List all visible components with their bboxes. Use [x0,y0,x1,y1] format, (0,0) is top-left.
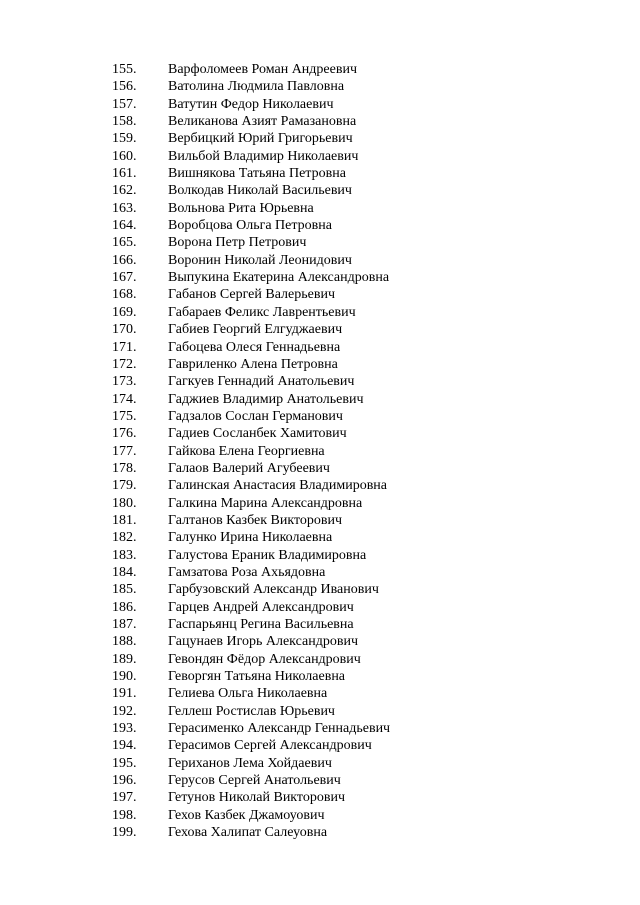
list-item-name: Гагкуев Геннадий Анатольевич [168,374,355,390]
list-item [112,772,390,789]
list-item [112,217,390,234]
list-item-name: Вишнякова Татьяна Петровна [168,166,346,182]
list-item-number: 198. [112,807,137,823]
list-item-number: 169. [112,304,137,320]
list-item-number: 187. [112,617,137,632]
list-item-number: 199. [112,825,137,841]
list-item-number: 185. [112,582,137,598]
list-item [112,651,390,668]
list-item-name: Волкодав Николай Васильевич [168,183,352,199]
list-item-number: 177. [112,443,137,459]
list-item-name: Выпукина Екатерина Александровна [168,270,390,286]
list-item-name: Гехов Казбек Джамоуович [168,807,325,823]
list-item-number: 193. [112,721,137,737]
list-item [112,495,390,512]
list-item [112,408,390,425]
list-item-number: 174. [112,391,137,407]
list-item-name: Гаджиев Владимир Анатольевич [168,391,364,407]
list-item-name: Галинская Анастасия Владимировна [168,478,388,494]
list-item-number: 195. [112,755,137,771]
list-item-name: Вербицкий Юрий Григорьевич [168,131,353,147]
list-item-name: Вольнова Рита Юрьевна [168,200,314,216]
list-item [112,148,390,165]
list-item-name: Воробцова Ольга Петровна [168,218,332,234]
list-item [112,269,390,286]
list-item [112,356,390,373]
list-item-name: Гайкова Елена Георгиевна [168,443,325,459]
list-item-number: 191. [112,686,137,702]
list-item-name: Варфоломеев Роман Андреевич [168,62,357,77]
list-item [112,685,390,702]
list-item [112,477,390,494]
list-item-number: 155. [112,62,137,77]
list-item-name: Галустова Ераник Владимировна [168,547,367,563]
list-item-number: 172. [112,356,137,372]
list-item-number: 178. [112,460,137,476]
list-item [112,616,390,633]
list-item-name: Вильбой Владимир Николаевич [168,148,359,164]
list-item [112,321,390,338]
list-item-number: 190. [112,669,137,685]
list-item [112,165,390,182]
list-item-number: 176. [112,426,137,442]
list-item-name: Герусов Сергей Анатольевич [168,773,341,789]
list-item-number: 156. [112,79,137,95]
list-item [112,755,390,772]
list-item [112,824,390,841]
list-item-name: Гехова Халипат Салеуовна [168,825,328,841]
list-item [112,425,390,442]
list-item-name: Гарбузовский Александр Иванович [168,582,379,598]
list-item-number: 188. [112,634,137,650]
list-item-number: 160. [112,148,137,164]
list-item-name: Гелиева Ольга Николаевна [168,686,328,702]
list-item [112,339,390,356]
list-item-name: Гевондян Фёдор Александрович [168,651,361,667]
list-item [112,443,390,460]
list-item-name: Гамзатова Роза Ахьядовна [168,564,326,580]
list-item-number: 167. [112,270,137,286]
list-item-name: Воронин Николай Леонидович [168,252,352,268]
list-item-number: 183. [112,547,137,563]
list-item-name: Габараев Феликс Лаврентьевич [168,304,356,320]
list-item-name: Гаспарьянц Регина Васильевна [168,617,354,632]
list-item [112,373,390,390]
list-item [112,234,390,251]
list-item-number: 166. [112,252,137,268]
list-item-number: 157. [112,96,137,112]
list-item [112,200,390,217]
list-item-name: Герасименко Александр Геннадьевич [168,721,391,737]
list-item-number: 173. [112,374,137,390]
list-item [112,252,390,269]
list-item-number: 182. [112,530,137,546]
list-item-number: 171. [112,339,137,355]
list-item [112,460,390,477]
list-item-number: 196. [112,773,137,789]
list-item [112,529,390,546]
list-item [112,113,390,130]
list-item-number: 192. [112,703,137,719]
list-item [112,668,390,685]
list-item-name: Габоцева Олеся Геннадьевна [168,339,341,355]
list-item [112,581,390,598]
list-item-name: Гетунов Николай Викторович [168,790,346,806]
list-item-name: Гарцев Андрей Александрович [168,599,354,615]
list-item-number: 194. [112,738,137,754]
list-item-number: 161. [112,166,137,182]
list-item [112,286,390,303]
list-item [112,807,390,824]
list-item-name: Галтанов Казбек Викторович [168,512,343,528]
list-item-name: Гацунаев Игорь Александрович [168,634,358,650]
list-item-name: Галкина Марина Александровна [168,495,363,511]
list-item-name: Ворона Петр Петрович [168,235,307,251]
list-item-number: 158. [112,114,137,130]
list-item-number: 189. [112,651,137,667]
list-item-name: Габиев Георгий Елгуджаевич [168,322,343,338]
list-item-number: 162. [112,183,137,199]
list-item [112,564,390,581]
list-item-number: 175. [112,408,137,424]
name-list [112,61,390,841]
list-item [112,599,390,616]
list-item [112,633,390,650]
list-item [112,96,390,113]
list-item-name: Ватолина Людмила Павловна [168,79,345,95]
list-item-name: Ватутин Федор Николаевич [168,96,334,112]
list-item [112,304,390,321]
list-item-name: Геллеш Ростислав Юрьевич [168,703,335,719]
list-item-name: Гериханов Лема Хойдаевич [168,755,332,771]
list-item-number: 168. [112,287,137,303]
list-item-number: 164. [112,218,137,234]
list-item [112,130,390,147]
list-item-number: 170. [112,322,137,338]
list-item-name: Геворгян Татьяна Николаевна [168,669,346,685]
list-item [112,703,390,720]
list-item [112,737,390,754]
list-item-name: Габанов Сергей Валерьевич [168,287,336,303]
list-item [112,789,390,806]
list-item-number: 165. [112,235,137,251]
list-item-number: 163. [112,200,137,216]
list-item [112,391,390,408]
list-item [112,78,390,95]
list-item [112,720,390,737]
list-item-name: Герасимов Сергей Александрович [168,738,372,754]
list-item-number: 180. [112,495,137,511]
list-item-name: Гадзалов Сослан Германович [168,408,343,424]
list-item-number: 186. [112,599,137,615]
list-item-number: 181. [112,512,137,528]
list-item-name: Гадиев Сосланбек Хамитович [168,426,347,442]
list-item-number: 179. [112,478,137,494]
list-item-number: 159. [112,131,137,147]
list-item-number: 184. [112,564,137,580]
list-item [112,182,390,199]
list-item-name: Гавриленко Алена Петровна [168,356,338,372]
list-item [112,512,390,529]
list-item [112,547,390,564]
list-item-name: Великанова Азият Рамазановна [168,114,357,130]
list-item-number: 197. [112,790,137,806]
list-item-name: Галаов Валерий Агубеевич [168,460,330,476]
list-item [112,61,390,78]
list-item-name: Галунко Ирина Николаевна [168,530,333,546]
